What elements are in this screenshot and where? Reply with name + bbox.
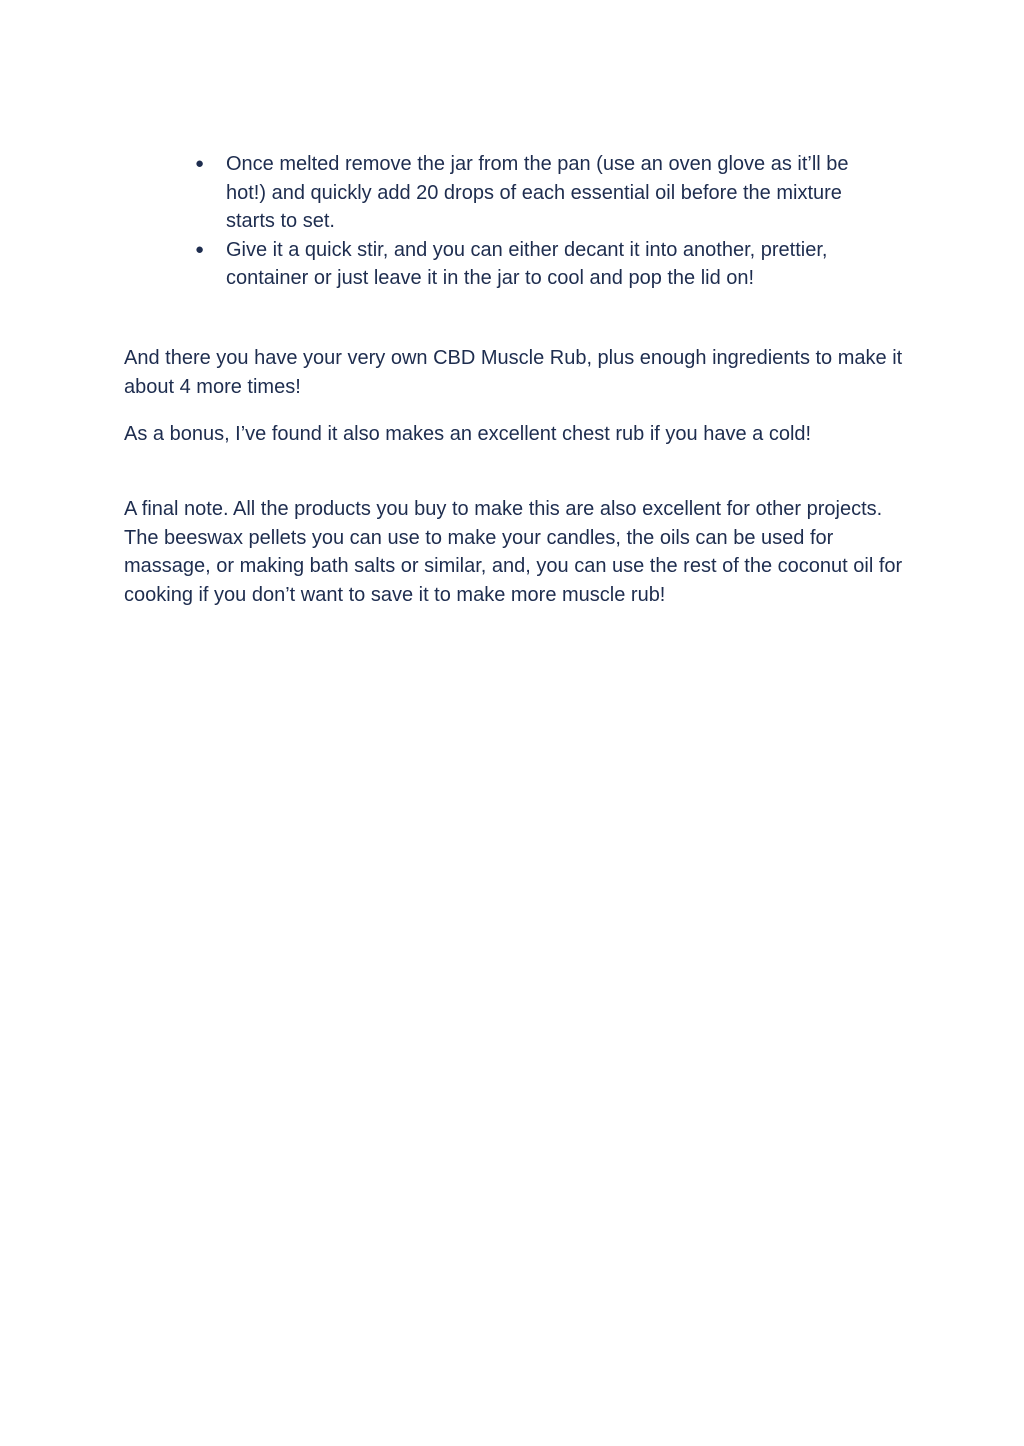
- paragraph-final-note: A final note. All the products you buy to make this are also excellent for other projects. The beeswax pellets you can use to make your candles, the oils can be used for massage, or making bath salts or similar, and, you can use the rest of the coconut oil for cooking if you don’t want to save it to make more muscle rub!: [124, 498, 903, 606]
- list-item: [195, 150, 885, 236]
- bullet-icon: ●: [195, 155, 205, 172]
- paragraph-bonus: As a bonus, I’ve found it also makes an excellent chest rub if you have a cold!: [124, 423, 812, 445]
- paragraph-conclusion: And there you have your very own CBD Muscle Rub, plus enough ingredients to make it about 4 more times!: [124, 347, 903, 398]
- instruction-list: [195, 150, 885, 293]
- list-item-text: Once melted remove the jar from the pan (use an oven glove as it’ll be hot!) and quickly add 20 drops of each essential oil before the mixture starts to set.: [226, 153, 849, 232]
- list-item: [195, 236, 885, 293]
- bullet-icon: ●: [195, 240, 205, 258]
- list-item-text: Give it a quick stir, and you can either decant it into another, prettier, container or just leave it in the jar to cool and pop the lid on!: [226, 238, 828, 289]
